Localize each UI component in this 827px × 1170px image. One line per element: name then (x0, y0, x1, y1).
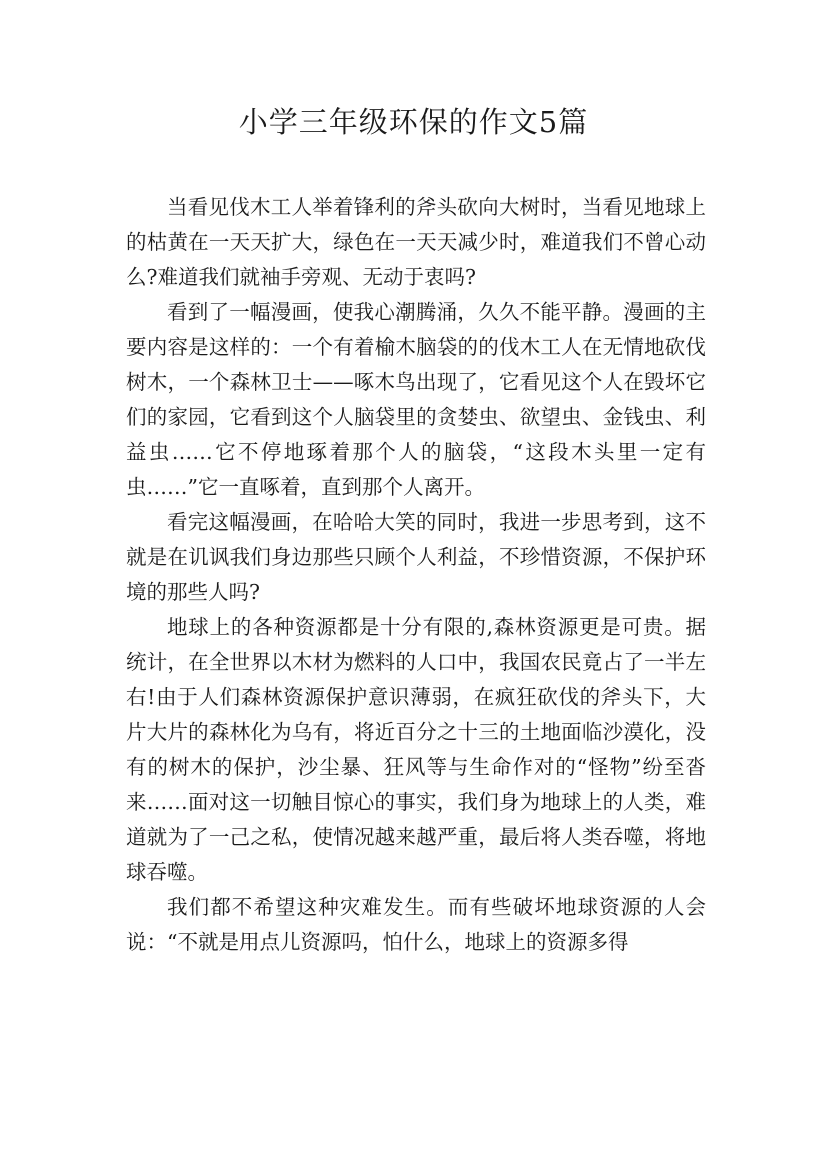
paragraph-1: 当看见伐木工人举着锋利的斧头砍向大树时，当看见地球上的枯黄在一天天扩大，绿色在一天天减少时，难道我们不曾心动么?难道我们就袖手旁观、无动于衷吗? (126, 195, 706, 289)
document-body (126, 190, 706, 960)
paragraph-3: 看完这幅漫画，在哈哈大笑的同时，我进一步思考到，这不就是在讥讽我们身边那些只顾个人利益，不珍惜资源，不保护环境的那些人吗? (126, 510, 706, 604)
paragraph-5: 我们都不希望这种灾难发生。而有些破坏地球资源的人会说：“不就是用点儿资源吗，怕什么，地球上的资源多得 (126, 895, 706, 954)
paragraph-4: 地球上的各种资源都是十分有限的,森林资源更是可贵。据统计，在全世界以木材为燃料的人口中，我国农民竟占了一半左右!由于人们森林资源保护意识薄弱，在疯狂砍伐的斧头下，大片大片的森林化为乌有，将近百分之十三的土地面临沙漠化，没有的树木的保护，沙尘暴、狂风等与生命作对的“怪物”纷至沓来……面对这一切触目惊心的事实，我们身为地球上的人类，难道就为了一己之私，使情况越来越严重，最后将人类吞噬，将地球吞噬。 (126, 615, 706, 884)
paragraph-2: 看到了一幅漫画，使我心潮腾涌，久久不能平静。漫画的主要内容是这样的：一个有着榆木脑袋的的伐木工人在无情地砍伐树木，一个森林卫士——啄木鸟出现了，它看见这个人在毁坏它们的家园，它看到这个人脑袋里的贪婪虫、欲望虫、金钱虫、利益虫……它不停地琢着那个人的脑袋，“这段木头里一定有虫……”它一直啄着，直到那个人离开。 (126, 300, 706, 499)
document-title: 小学三年级环保的作文5篇 (238, 105, 589, 139)
